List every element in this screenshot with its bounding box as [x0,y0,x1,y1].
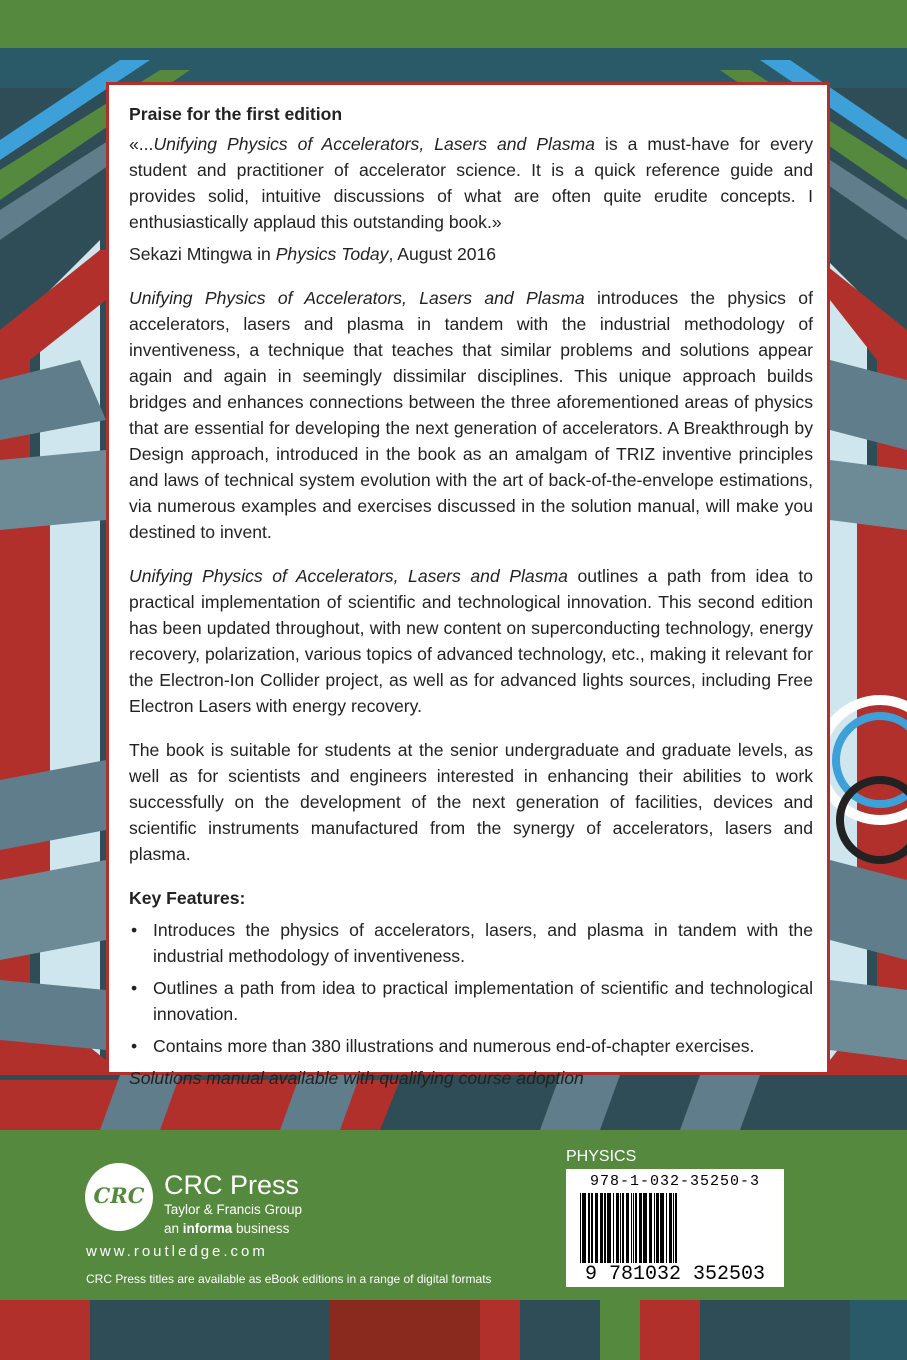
quote-open: «... [129,134,154,154]
barcode-bars [578,1193,772,1263]
barcode-bar [631,1193,632,1263]
isbn-hyphenated: 978-1-032-35250-3 [589,1173,761,1190]
barcode-bar [604,1193,606,1263]
barcode-bar [673,1193,674,1263]
ebook-availability-note: CRC Press titles are available as eBook editions in a range of digital formats [86,1272,492,1286]
key-feature-text: Introduces the physics of accelerators, lasers, and plasma in tandem with the industrial methodology of inventiveness. [153,920,813,966]
publisher-group: Taylor & Francis Group [164,1202,303,1217]
back-cover-text-panel [106,82,830,1088]
barcode-bar [666,1193,667,1263]
bullet-icon: • [131,1036,138,1056]
barcode-bar [588,1193,590,1263]
praise-heading: Praise for the first edition [129,104,343,124]
solutions-manual-note: Solutions manual available with qualifying course adoption [129,1068,584,1088]
barcode-bar [620,1193,621,1263]
description-paragraph-1 [129,285,813,545]
quote-book-title: Unifying Physics of Accelerators, Lasers and Plasma [153,134,595,154]
barcode-bar [600,1193,603,1263]
publisher-business-line [164,1221,289,1236]
business-prefix: an [164,1221,183,1236]
quote-text: is a must-have for every student and practitioner of accelerator science. It is a quick reference guide and provides solid, intuitive discussions of what are often quite erudite concepts. I enthusiastically applaud this outstanding book.» [129,134,813,232]
key-feature-item [129,975,813,1027]
barcode-bar [607,1193,611,1263]
key-features-heading: Key Features: [129,888,246,908]
back-cover-content [129,101,813,1091]
barcode-bar [626,1193,629,1263]
barcode-bar [613,1193,614,1263]
barcode-bar [591,1193,593,1263]
key-feature-item [129,917,813,969]
business-brand: informa [182,1221,233,1236]
bullet-icon: • [131,920,138,940]
barcode-bar [669,1193,672,1263]
crc-logo [85,1163,153,1231]
key-feature-text: Contains more than 380 illustrations and numerous end-of-chapter exercises. [153,1036,755,1056]
attribution-source: Physics Today [275,244,389,264]
praise-attribution [129,241,813,267]
key-feature-item [129,1033,813,1059]
description-book-title-2: Unifying Physics of Accelerators, Lasers and Plasma [129,566,568,586]
isbn-barcode [566,1169,784,1287]
barcode-bar [580,1193,581,1263]
description-book-title-1: Unifying Physics of Accelerators, Lasers and Plasma [129,288,585,308]
barcode-bar [643,1193,647,1263]
description-paragraph-2 [129,563,813,719]
description-paragraph-3: The book is suitable for students at the senior undergraduate and graduate levels, as well as for scientists and engineers interested in enhancing their abilities to work successfully on the development of the next generation of facilities, devices and scientific instruments manufactured from the synergy of accelerators, lasers and plasma. [129,740,813,864]
attribution-name: Sekazi Mtingwa in [129,244,276,264]
barcode-bar [649,1193,652,1263]
barcode-bar [595,1193,598,1263]
praise-quote [129,131,813,235]
publisher-name: CRC Press [164,1170,300,1200]
bullet-icon: • [131,978,138,998]
key-feature-text: Outlines a path from idea to practical implementation of scientific and technological innovation. [153,978,813,1024]
barcode-bar [639,1193,642,1263]
subject-category: PHYSICS [566,1148,637,1165]
barcode-bar [616,1193,619,1263]
barcode-bar [675,1193,677,1263]
business-suffix: business [232,1221,290,1236]
crc-logo-text: CRC [93,1183,145,1208]
isbn-digits: 9 781032 352503 [584,1263,766,1286]
barcode-bar [622,1193,624,1263]
publisher-url[interactable]: www.routledge.com [86,1243,268,1260]
key-features-list [129,917,813,1059]
description-text-2: outlines a path from idea to practical implementation of scientific and technological innovation. This second edition has been updated throughout, with new content on superconducting technology, energy recovery, polarization, various topics of advanced technology, etc., making it relevant for the Electron-Ion Collider project, as well as for advanced lights sources, including Free Electron Lasers with energy recovery. [129,566,813,716]
barcode-bar [635,1193,637,1263]
barcode-bar [654,1193,655,1263]
barcode-bar [633,1193,634,1263]
barcode-bar [660,1193,664,1263]
description-text-1: introduces the physics of accelerators, lasers and plasma in tandem with the industrial methodology of inventiveness, a technique that teaches that similar problems and solutions appear again and again in seemingly dissimilar disciplines. This unique approach builds bridges and enhances connections between the three aforementioned areas of physics that are essential for developing the next generation of accelerators. A Breakthrough by Design approach, introduced in the book as an amalgam of TRIZ inventive principles and laws of technical system evolution with the art of back-of-the-envelope estimations, via numerous examples and exercises discussed in the solution manual, will make you destined to invent. [129,288,813,542]
barcode-bar [656,1193,659,1263]
attribution-date: , August 2016 [388,244,497,264]
barcode-bar [582,1193,586,1263]
